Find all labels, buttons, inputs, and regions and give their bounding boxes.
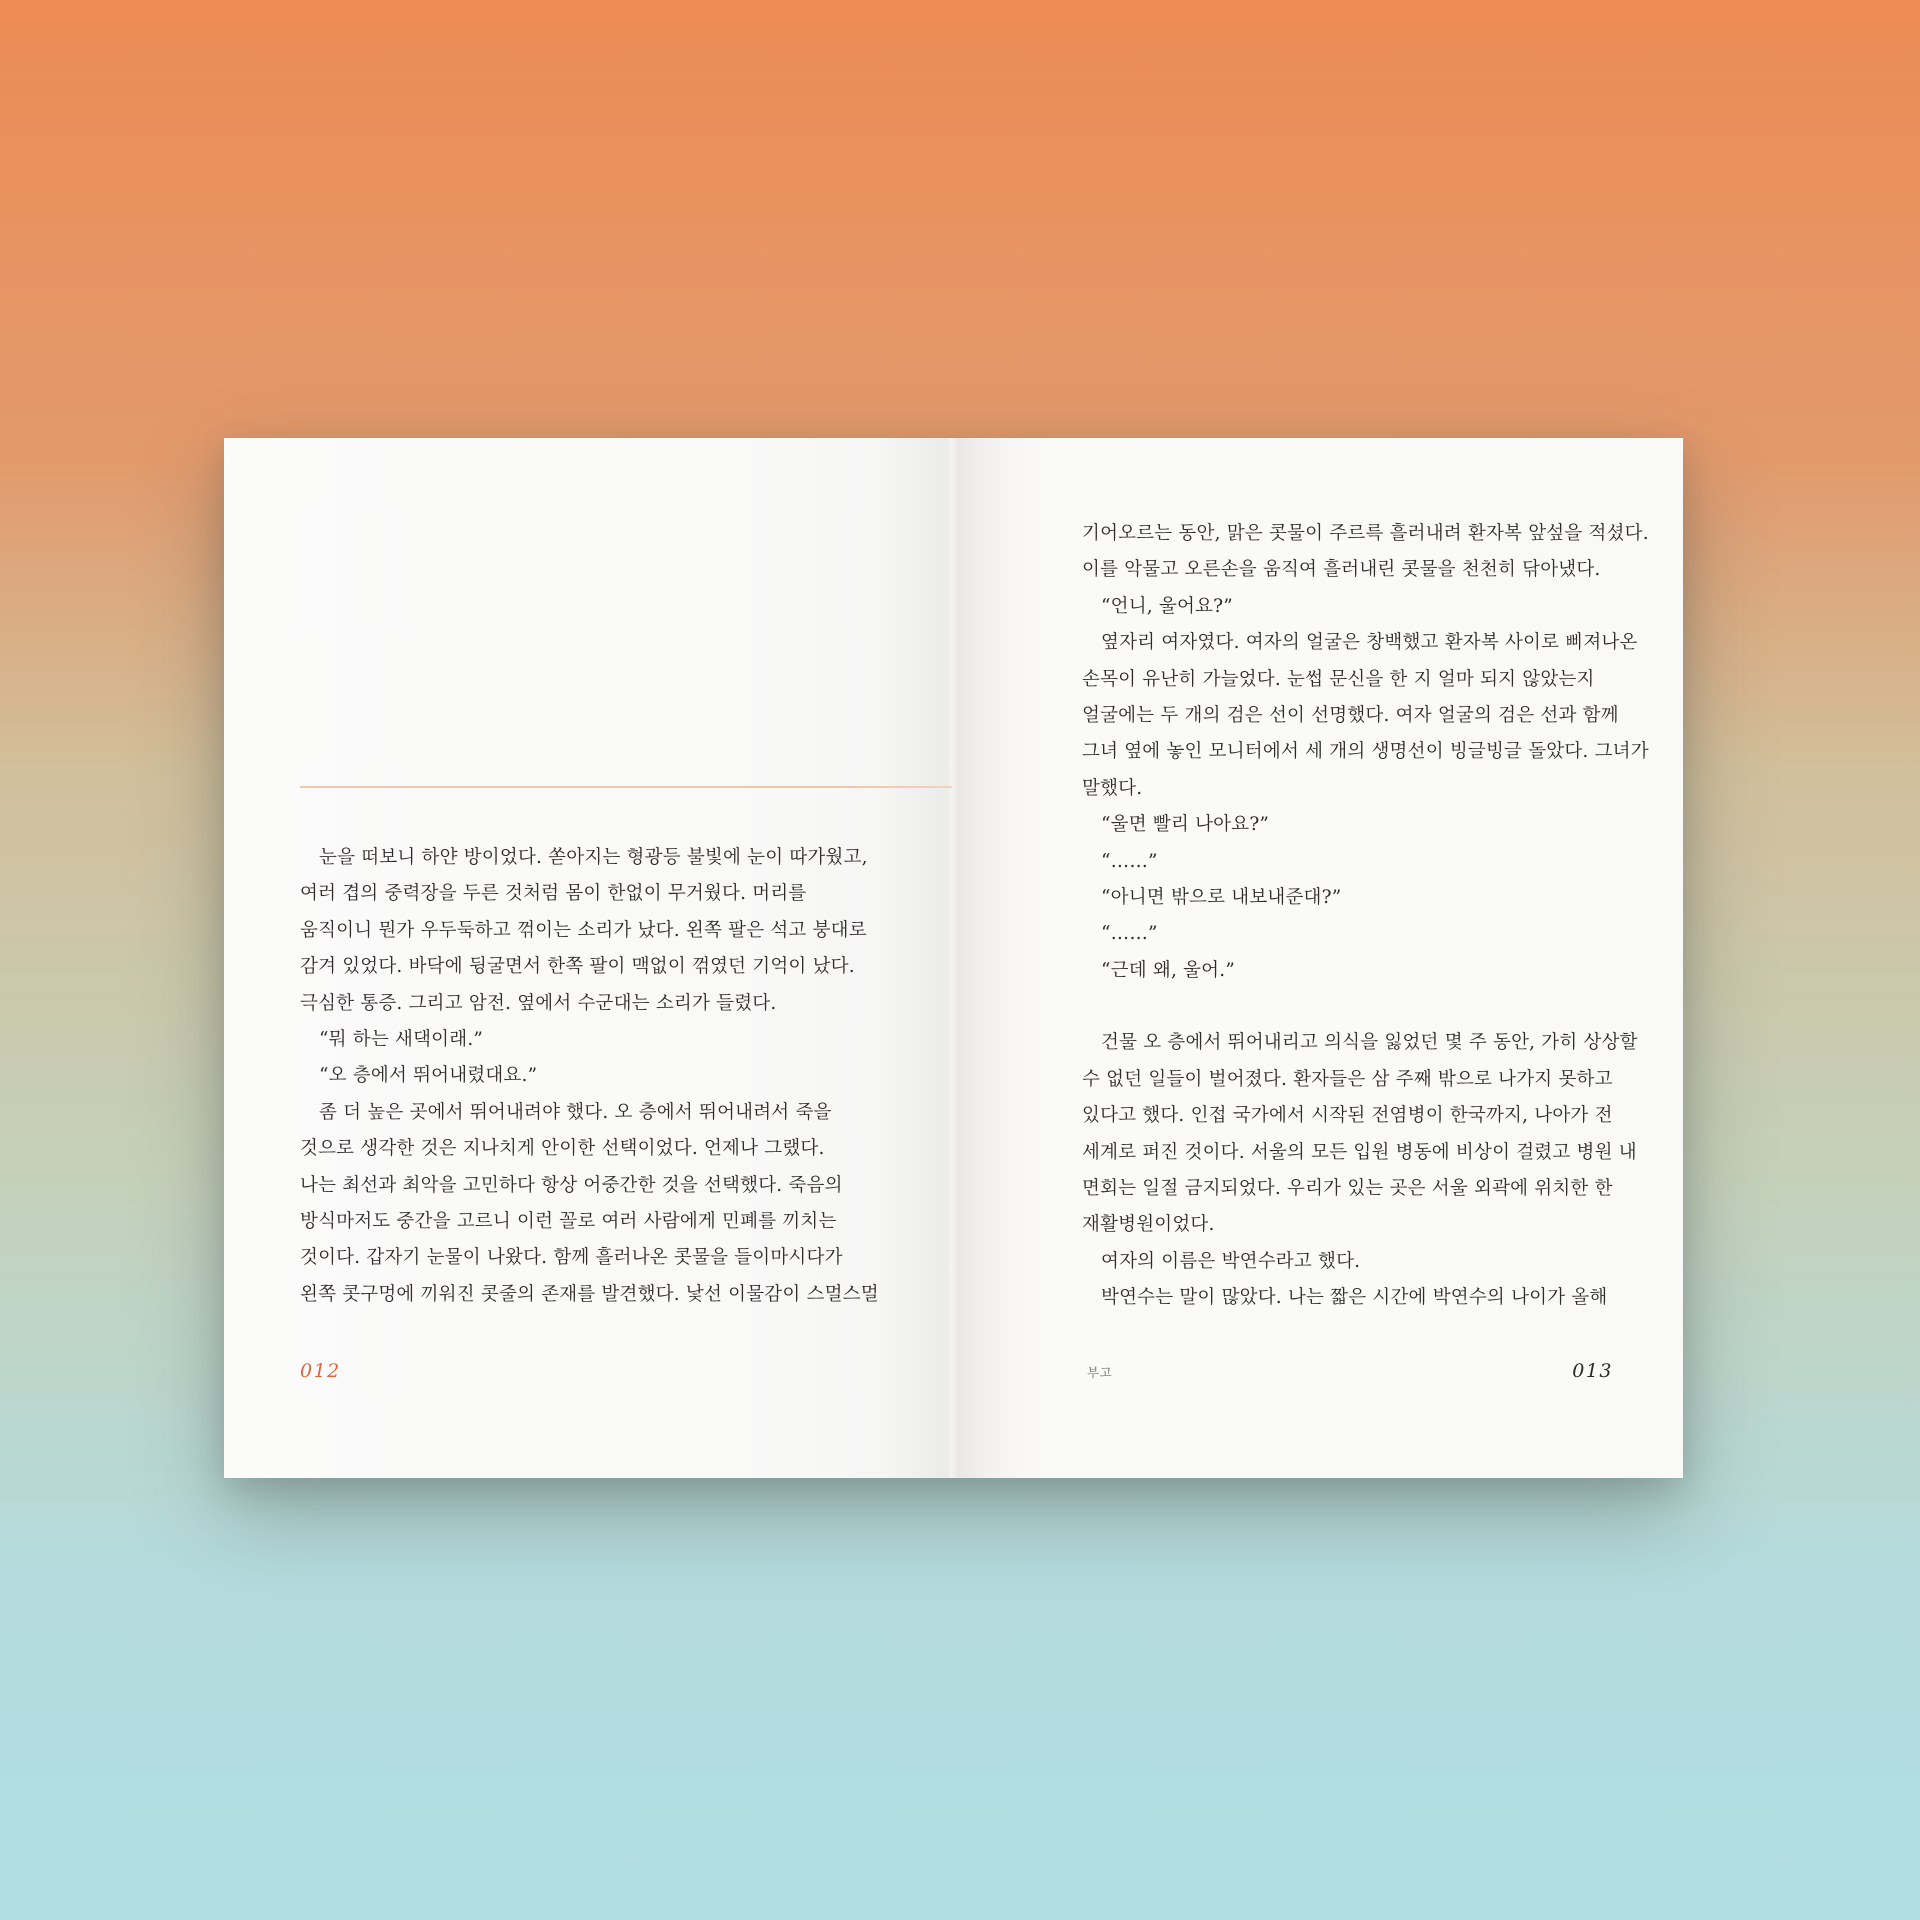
text-line: 박연수는 말이 많았다. 나는 짧은 시간에 박연수의 나이가 올해	[1101, 1287, 1608, 1309]
text-line: “……”	[1101, 923, 1158, 945]
text-line: 왼쪽 콧구멍에 끼워진 콧줄의 존재를 발견했다. 낯선 이물감이 스멀스멀	[300, 1283, 879, 1305]
text-line: 말했다.	[1082, 777, 1143, 799]
text-line: 재활병원이었다.	[1082, 1214, 1215, 1236]
text-line: 여자의 이름은 박연수라고 했다.	[1101, 1250, 1361, 1272]
text-line: 이를 악물고 오른손을 움직여 흘러내린 콧물을 천천히 닦아냈다.	[1082, 559, 1601, 581]
chapter-divider-line	[300, 786, 952, 788]
text-line: 것으로 생각한 것은 지나치게 안이한 선택이었다. 언제나 그랬다.	[300, 1138, 825, 1160]
right-page	[952, 438, 1683, 1478]
text-line: 옆자리 여자였다. 여자의 얼굴은 창백했고 환자복 사이로 삐져나온	[1101, 632, 1638, 654]
text-line: “뭐 하는 새댁이래.”	[319, 1028, 484, 1050]
text-line: “……”	[1101, 850, 1158, 872]
text-line: “오 층에서 뛰어내렸대요.”	[319, 1065, 538, 1087]
text-line: “울면 빨리 나아요?”	[1101, 814, 1270, 836]
text-line: 그녀 옆에 놓인 모니터에서 세 개의 생명선이 빙글빙글 돌았다. 그녀가	[1082, 741, 1649, 763]
text-line: 방식마저도 중간을 고르니 이런 꼴로 여러 사람에게 민폐를 끼치는	[300, 1210, 837, 1232]
text-line: 얼굴에는 두 개의 검은 선이 선명했다. 여자 얼굴의 검은 선과 함께	[1082, 704, 1619, 726]
text-line: 세계로 퍼진 것이다. 서울의 모든 입원 병동에 비상이 걸렸고 병원 내	[1082, 1141, 1637, 1163]
text-line: 것이다. 갑자기 눈물이 나왔다. 함께 흘러나온 콧물을 들이마시다가	[300, 1247, 843, 1269]
left-page-footer	[300, 1360, 341, 1382]
text-line: “아니면 밖으로 내보내준대?”	[1101, 886, 1342, 908]
text-line: 나는 최선과 최악을 고민하다 항상 어중간한 것을 선택했다. 죽음의	[300, 1174, 843, 1196]
left-page	[224, 438, 952, 1478]
text-line: 좀 더 높은 곳에서 뛰어내려야 했다. 오 층에서 뛰어내려서 죽을	[319, 1101, 832, 1123]
text-line: 있다고 했다. 인접 국가에서 시작된 전염병이 한국까지, 나아가 전	[1082, 1105, 1613, 1127]
text-line: 기어오르는 동안, 맑은 콧물이 주르륵 흘러내려 환자복 앞섶을 적셨다.	[1082, 523, 1649, 544]
text-line: 면회는 일절 금지되었다. 우리가 있는 곳은 서울 외곽에 위치한 한	[1082, 1178, 1613, 1200]
text-line: 극심한 통증. 그리고 암전. 옆에서 수군대는 소리가 들렸다.	[300, 992, 777, 1014]
right-page-number: 013	[1572, 1360, 1613, 1382]
text-line: 여러 겹의 중력장을 두른 것처럼 몸이 한없이 무거웠다. 머리를	[300, 883, 807, 905]
text-line: 건물 오 층에서 뛰어내리고 의식을 잃었던 몇 주 동안, 가히 상상할	[1101, 1032, 1638, 1054]
running-title: 부고	[1087, 1365, 1113, 1380]
left-page-number: 012	[300, 1360, 341, 1382]
right-page-text-block	[1082, 516, 1663, 1317]
blank-line	[1082, 989, 1663, 1025]
left-page-text-block	[300, 840, 924, 1313]
text-line: 감겨 있었다. 바닥에 뒹굴면서 한쪽 팔이 맥없이 꺾였던 기억이 났다.	[300, 956, 855, 978]
right-page-footer	[1087, 1360, 1613, 1382]
text-line: 눈을 떠보니 하얀 방이었다. 쏟아지는 형광등 불빛에 눈이 따가웠고,	[319, 847, 868, 868]
text-line: “언니, 울어요?”	[1101, 595, 1233, 617]
book-spread	[224, 438, 1683, 1478]
text-line: 수 없던 일들이 벌어졌다. 환자들은 삼 주째 밖으로 나가지 못하고	[1082, 1068, 1613, 1090]
text-line: 움직이니 뭔가 우두둑하고 꺾이는 소리가 났다. 왼쪽 팔은 석고 붕대로	[300, 919, 867, 941]
text-line: “근데 왜, 울어.”	[1101, 959, 1235, 981]
text-line: 손목이 유난히 가늘었다. 눈썹 문신을 한 지 얼마 되지 않았는지	[1082, 668, 1595, 690]
